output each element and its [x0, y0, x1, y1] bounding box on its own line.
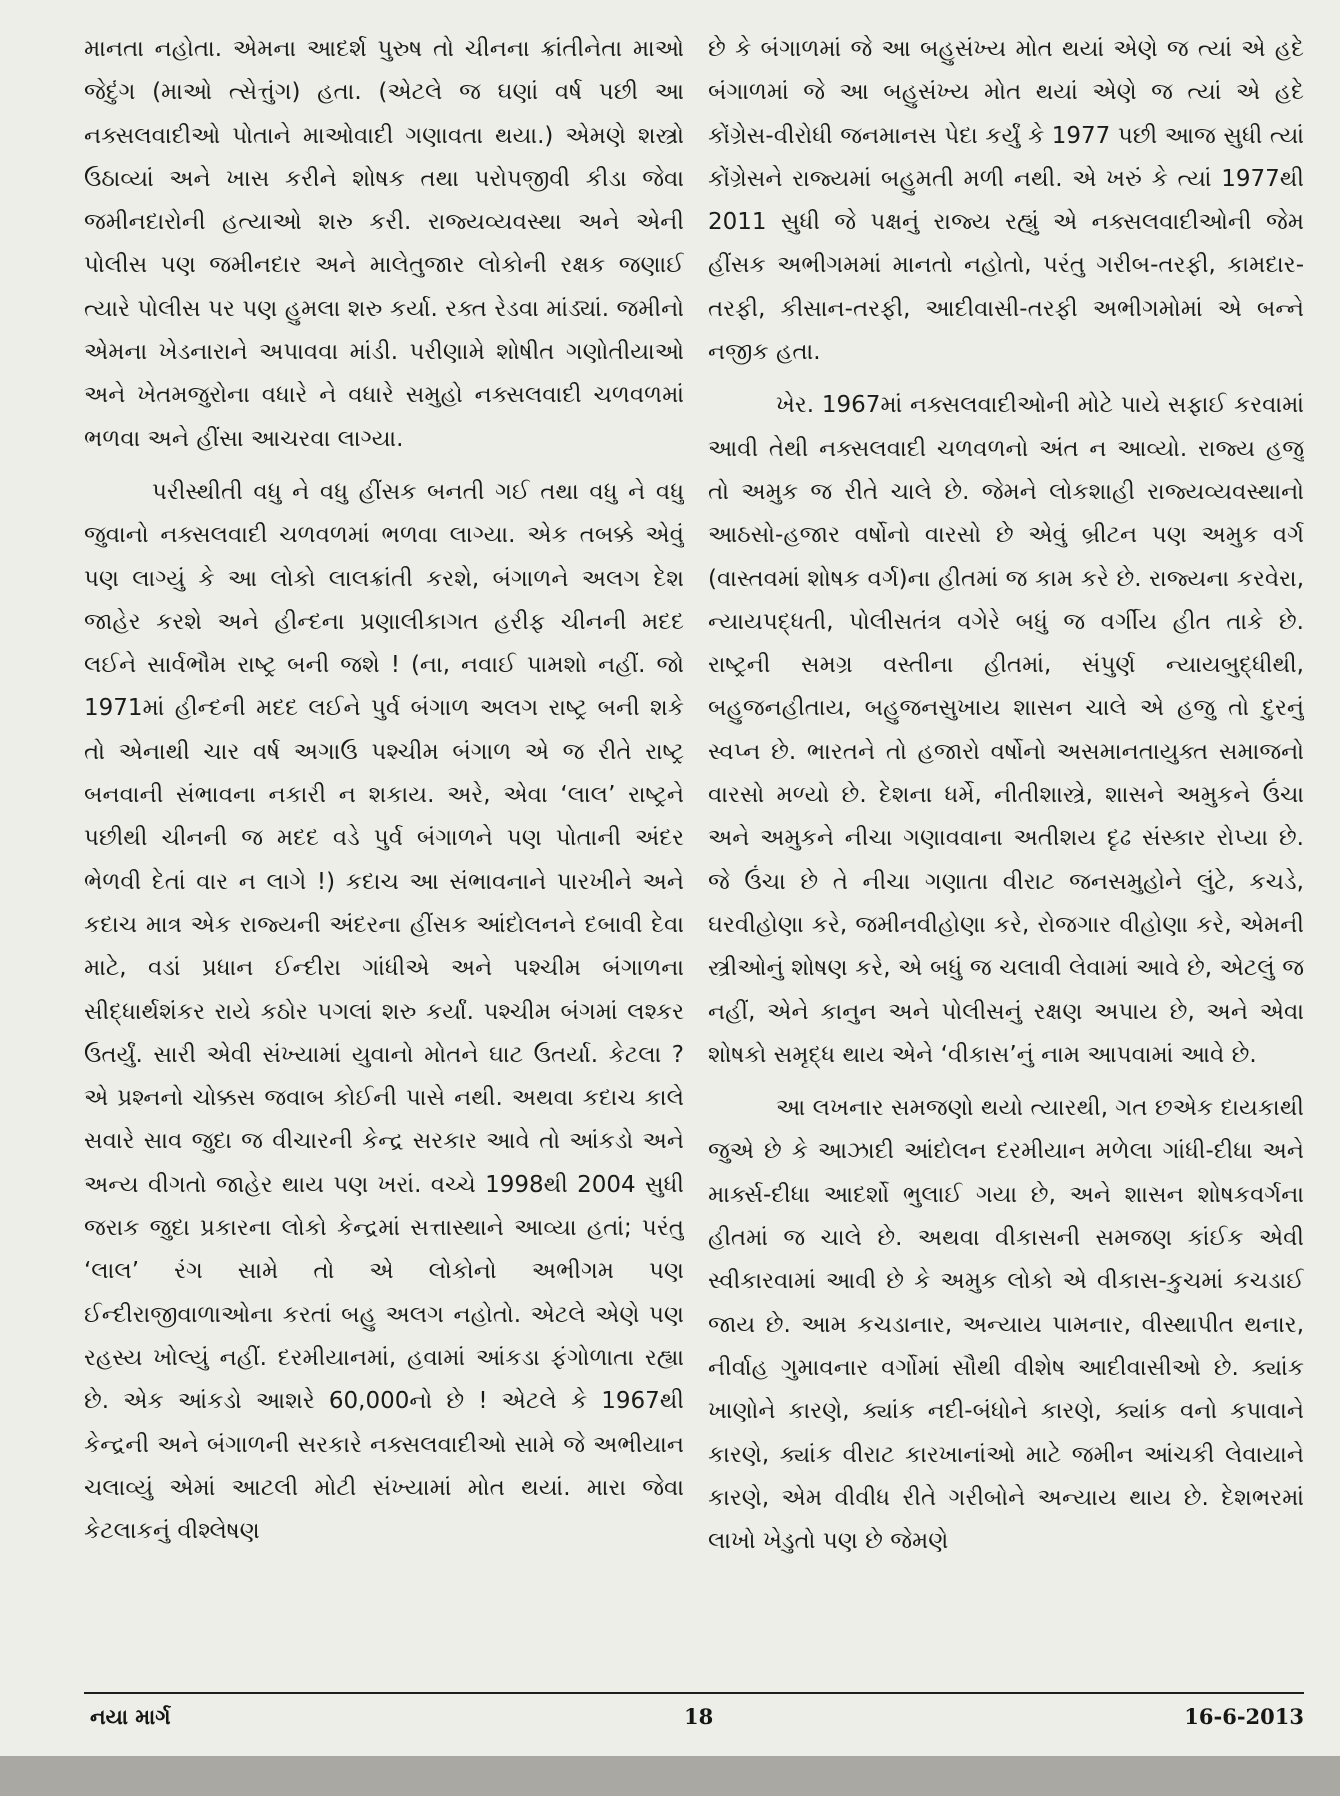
paragraph: ખેર. 1967માં નક્સલવાદીઓની મોટે પાયે સફાઈ કરવામાં આવી તેથી નક્સલવાદી ચળવળનો અંત ન આવ્યો. રાજ્ય હજુ તો અમુક જ રીતે ચાલે છે. જેમને લોકશાહી રાજ્યવ્યવસ્થાનો આઠસો-હજાર વર્ષોનો વારસો છે એવું બ્રીટન પણ અમુક વર્ગ (વાસ્તવમાં શોષક વર્ગ)ના હીતમાં જ કામ કરે છે. રાજ્યના કરવેરા, ન્યાયપદ્ધતી, પોલીસતંત્ર વગેરે બધું જ વર્ગીય હીત તાકે છે. રાષ્ટ્રની સમગ્ર વસ્તીના હીતમાં, સંપુર્ણ ન્યાયબુદ્ધીથી, બહુજનહીતાય, બહુજનસુખાય શાસન ચાલે એ હજુ તો દુરનું સ્વપ્ન છે. ભારતને તો હજારો વર્ષોનો અસમાનતાયુક્ત સમાજનો વારસો મળ્યો છે. દેશના ધર્મે, નીતીશાસ્ત્રે, શાસને અમુકને ઉંચા અને અમુકને નીચા ગણાવવાના અતીશય દૃઢ સંસ્કાર રોપ્યા છે. જે ઉંચા છે તે નીચા ગણાતા વીરાટ જનસમુહોને લુંટે, કચડે, ઘરવીહોણા કરે, જમીનવીહોણા કરે, રોજગાર વીહોણા કરે, એમની સ્ત્રીઓનું શોષણ કરે, એ બધું જ ચલાવી લેવામાં આવે છે, એટલું જ નહીં, એને કાનુન અને પોલીસનું રક્ષણ અપાય છે, અને એવા શોષકો સમૃદ્ધ થાય એને ‘વીકાસ’નું નામ આપવામાં આવે છે.: [708, 392, 1304, 1068]
paragraph: પરીસ્થીતી વધુ ને વધુ હીંસક બનતી ગઈ તથા વધુ ને વધુ જુવાનો નક્સલવાદી ચળવળમાં ભળવા લાગ્યા. એક તબક્કે એવું પણ લાગ્યું કે આ લોકો લાલક્રાંતી કરશે, બંગાળને અલગ દેશ જાહેર કરશે અને હીન્દના પ્રણાલીકાગત હરીફ ચીનની મદદ લઈને સાર્વભૌમ રાષ્ટ્ર બની જશે ! (ના, નવાઈ પામશો નહીં. જો 1971માં હીન્દની મદદ લઈને પુર્વ બંગાળ અલગ રાષ્ટ્ર બની શકે તો એનાથી ચાર વર્ષ અગાઉ પશ્ચીમ બંગાળ એ જ રીતે રાષ્ટ્ર બનવાની સંભાવના નકારી ન શકાય. અરે, એવા ‘લાલ’ રાષ્ટ્રને પછીથી ચીનની જ મદદ વડે પુર્વ બંગાળને પણ પોતાની અંદર ભેળવી દેતાં વાર ન લાગે !) કદાચ આ સંભાવનાને પારખીને અને કદાચ માત્ર એક રાજ્યની અંદરના હીંસક આંદોલનને દબાવી દેવા માટે, વડાં પ્રધાન ઈન્દીરા ગાંધીએ અને પશ્ચીમ બંગાળના સીદ્ધાર્થશંકર રાયે કઠોર પગલાં શરુ કર્યાં. પશ્ચીમ બંગમાં લશ્કર ઉતર્યું. સારી એવી સંખ્યામાં યુવાનો મોતને ઘાટ ઉતર્યા. કેટલા ? એ પ્રશ્નનો ચોક્કસ જવાબ કોઈની પાસે નથી. અથવા કદાચ કાલે સવારે સાવ જુદા જ વીચારની કેન્દ્ર સરકાર આવે તો આંકડો અને અન્ય વીગતો જાહેર થાય પણ ખરાં. વચ્ચે 1998થી 2004 સુધી જરાક જુદા પ્રકારના લોકો કેન્દ્રમાં સત્તાસ્થાને આવ્યા હતાં; પરંતુ ‘લાલ’ રંગ સામે તો એ લોકોનો અભીગમ પણ ઈન્દીરાજીવાળાઓના કરતાં બહુ અલગ નહોતો. એટલે એણે પણ રહસ્ય ખોલ્યું નહીં. દરમીયાનમાં, હવામાં આંકડા ફંગોળાતા રહ્યા છે. એક આંકડો આશરે 60,000નો છે ! એટલે કે 1967થી કેન્દ્રની અને બંગાળની સરકારે નક્સલવાદીઓ સામે જે અભીયાન ચલાવ્યું એમાં આટલી મોટી સંખ્યામાં મોત થયાં. મારા જેવા કેટલાકનું વીશ્લેષણ: [84, 478, 684, 1545]
page-number: 18: [684, 1704, 714, 1729]
paragraph: છે કે બંગાળમાં જે આ બહુસંખ્ય મોત થયાં એણે જ ત્યાં એ હદે બંગાળમાં જે આ બહુસંખ્ય મોત થયાં એણે જ ત્યાં એ હદે કોંગ્રેસ-વીરોધી જનમાનસ પેદા કર્યું કે 1977 પછી આજ સુધી ત્યાં કોંગ્રેસને રાજ્યમાં બહુમતી મળી નથી. એ ખરું કે ત્યાં 1977થી 2011 સુધી જે પક્ષનું રાજ્ય રહ્યું એ નક્સલવાદીઓની જેમ હીંસક અભીગમમાં માનતો નહોતો, પરંતુ ગરીબ-તરફી, કામદાર-તરફી, કીસાન-તરફી, આદીવાસી-તરફી અભીગમોમાં એ બન્ને નજીક હતા.: [708, 36, 1304, 366]
publication-name: નયા માર્ગ: [90, 1704, 171, 1729]
page-footer: [84, 1700, 1304, 1740]
paragraph: આ લખનાર સમજણો થયો ત્યારથી, ગત છએક દાયકાથી જુએ છે કે આઝાદી આંદોલન દરમીયાન મળેલા ગાંધી-દીધા અને માર્ક્સ-દીધા આદર્શો ભુલાઈ ગયા છે, અને શાસન શોષકવર્ગના હીતમાં જ ચાલે છે. અથવા વીકાસની સમજણ કાંઈક એવી સ્વીકારવામાં આવી છે કે અમુક લોકો એ વીકાસ-કુચમાં કચડાઈ જાય છે. આમ કચડાનાર, અન્યાય પામનાર, વીસ્થાપીત થનાર, નીર્વાહ ગુમાવનાર વર્ગોમાં સૌથી વીશેષ આદીવાસીઓ છે. ક્યાંક ખાણોને કારણે, ક્યાંક નદી-બંધોને કારણે, ક્યાંક વનો કપાવાને કારણે, ક્યાંક વીરાટ કારખાનાંઓ માટે જમીન આંચકી લેવાયાને કારણે, એમ વીવીધ રીતે ગરીબોને અન્યાય થાય છે. દેશભરમાં લાખો ખેડુતો પણ છે જેમણે: [708, 1095, 1304, 1555]
page-bottom-edge: [0, 1756, 1340, 1796]
issue-date: 16-6-2013: [1184, 1704, 1304, 1729]
left-column: [84, 28, 684, 1688]
right-column: [708, 28, 1304, 1688]
paragraph: માનતા નહોતા. એમના આદર્શ પુરુષ તો ચીનના ક્રાંતીનેતા માઓ જેદુંગ (માઓ ત્સેત્તુંગ) હતા. (એટલે જ ઘણાં વર્ષ પછી આ નક્સલવાદીઓ પોતાને માઓવાદી ગણાવતા થયા.) એમણે શસ્ત્રો ઉઠાવ્યાં અને ખાસ કરીને શોષક તથા પરોપજીવી કીડા જેવા જમીનદારોની હત્યાઓ શરુ કરી. રાજ્યવ્યવસ્થા અને એની પોલીસ પણ જમીનદાર અને માલેતુજાર લોકોની રક્ષક જણાઈ ત્યારે પોલીસ પર પણ હુમલા શરુ કર્યા. રક્ત રેડવા માંડ્યાં. જમીનો એમના ખેડનારાને અપાવવા માંડી. પરીણામે શોષીત ગણોતીયાઓ અને ખેતમજુરોના વધારે ને વધારે સમુહો નક્સલવાદી ચળવળમાં ભળવા અને હીંસા આચરવા લાગ્યા.: [84, 36, 684, 452]
footer-rule: [84, 1692, 1304, 1694]
